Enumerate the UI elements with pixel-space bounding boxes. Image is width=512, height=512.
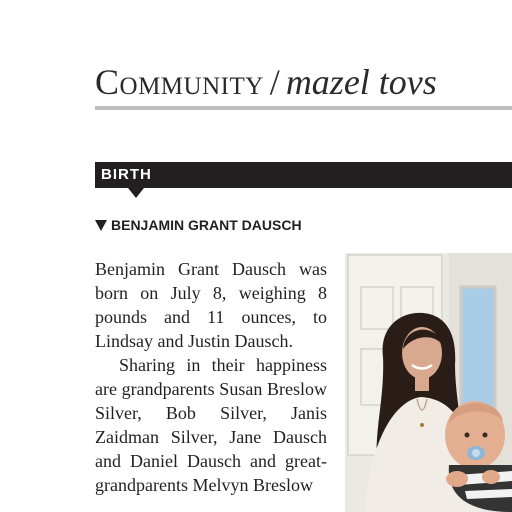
category-pointer-icon [128, 188, 144, 198]
category-label: BIRTH [101, 166, 152, 183]
photo-illustration [345, 253, 512, 512]
subsection-title: mazel tovs [285, 62, 437, 102]
header-rule [95, 106, 512, 110]
article-body [95, 257, 327, 512]
category-bar [95, 162, 512, 188]
article-paragraph: Sharing in their happiness are grandparents Susan Breslow Silver, Bob Silver, Janis Zaidman Silver, Jane Dausch and Daniel Dausch and great-grandparents Melvyn Breslow [95, 355, 327, 495]
section-title: Community [95, 62, 264, 102]
section-separator: / [269, 62, 280, 102]
section-header [95, 64, 437, 100]
article-headline [95, 216, 302, 234]
article-photo [345, 253, 512, 512]
headline-text: BENJAMIN GRANT DAUSCH [111, 217, 302, 233]
triangle-down-icon [95, 220, 107, 231]
article-paragraph: Benjamin Grant Dausch was born on July 8, weighing 8 pounds and 11 ounces, to Lindsay and Justin Dausch. [95, 259, 327, 351]
